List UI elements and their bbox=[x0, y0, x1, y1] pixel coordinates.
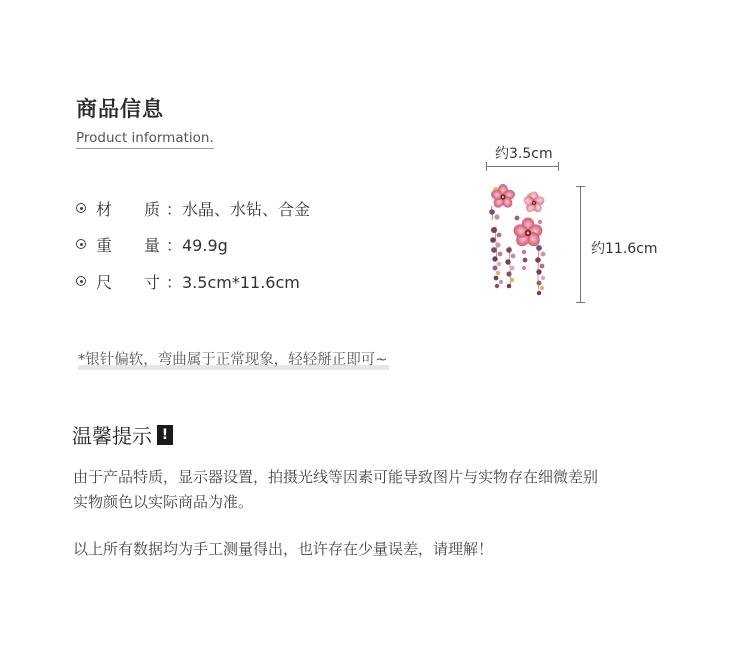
spec-label: 材质 bbox=[96, 199, 160, 219]
tips-line-2: 实物颜色以实际商品为准。 bbox=[73, 493, 254, 511]
exclamation-icon: ! bbox=[157, 425, 173, 445]
circle-bullet-icon bbox=[76, 203, 86, 213]
section-subtitle: Product information. bbox=[76, 130, 214, 149]
tips-line-3: 以上所有数据均为手工测量得出，也许存在少量误差，请理解！ bbox=[73, 540, 494, 558]
tips-title bbox=[72, 420, 173, 449]
earring-product-image bbox=[484, 182, 564, 300]
circle-bullet-icon bbox=[76, 239, 86, 249]
spec-value: ：3.5cm*11.6cm bbox=[166, 272, 300, 292]
spec-row-size bbox=[76, 270, 300, 292]
spec-value: ：水晶、水钻、合金 bbox=[166, 199, 311, 219]
height-dimension-tick bbox=[576, 302, 585, 303]
width-dimension-line bbox=[486, 166, 559, 167]
height-dimension-tick bbox=[576, 186, 585, 187]
spec-label: 尺寸 bbox=[96, 272, 160, 292]
spec-row-material bbox=[76, 197, 310, 219]
spec-label: 重量 bbox=[96, 235, 160, 255]
height-dimension-line bbox=[580, 186, 581, 303]
spec-row-weight bbox=[76, 233, 228, 255]
spec-value: ：49.9g bbox=[166, 235, 228, 255]
tips-line-1: 由于产品特质，显示器设置，拍摄光线等因素可能导致图片与实物存在细微差别 bbox=[73, 468, 599, 486]
circle-bullet-icon bbox=[76, 276, 86, 286]
width-dimension-tick bbox=[486, 162, 487, 171]
height-dimension-label: 约11.6cm bbox=[591, 241, 658, 257]
width-dimension-label: 约3.5cm bbox=[495, 146, 553, 162]
section-title: 商品信息 bbox=[76, 97, 164, 121]
width-dimension-tick bbox=[558, 162, 559, 171]
tips-title-text: 温馨提示 bbox=[72, 424, 152, 448]
care-note: *银针偏软，弯曲属于正常现象，轻轻掰正即可~ bbox=[78, 348, 389, 370]
